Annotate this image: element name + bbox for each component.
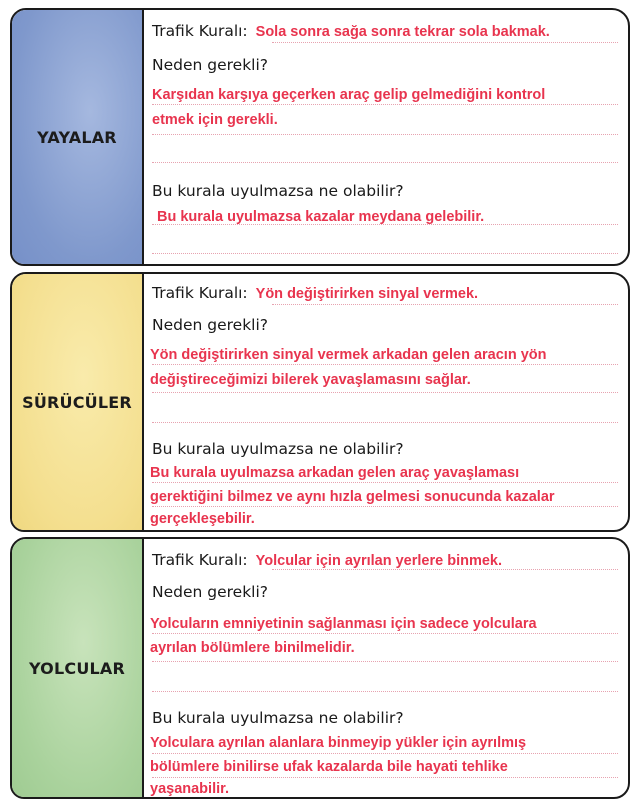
- consequence-answer-line-3: yaşanabilir.: [150, 781, 229, 797]
- why-answer-line-1: Yolcuların emniyetinin sağlanması için sadece yolculara: [150, 616, 537, 632]
- answer-line: [152, 364, 618, 365]
- answer-line: [152, 162, 618, 163]
- card-content: [144, 10, 628, 264]
- consequence-answer-line-1: Bu kurala uyulmazsa arkadan gelen araç yavaşlaması: [150, 465, 520, 481]
- card-pedestrians: [10, 8, 630, 266]
- answer-line: [152, 104, 618, 105]
- why-answer-line-2: değiştireceğimizi bilerek yavaşlamasını sağlar.: [150, 372, 471, 388]
- rule-answer: Yön değiştirirken sinyal vermek.: [255, 286, 479, 302]
- answer-line: [272, 569, 618, 570]
- why-answer-line-1: Yön değiştirirken sinyal vermek arkadan gelen aracın yön: [150, 347, 547, 363]
- why-label-row: [152, 56, 618, 74]
- answer-line: [152, 633, 618, 634]
- rule-answer: Sola sonra sağa sonra tekrar sola bakmak.: [255, 24, 550, 40]
- answer-line: [152, 392, 618, 393]
- answer-line: [152, 253, 618, 254]
- answer-line: [152, 753, 618, 754]
- rule-row: [152, 22, 618, 41]
- category-panel-pedestrians: [12, 10, 144, 264]
- consequence-label-row: [152, 709, 618, 727]
- why-label: Neden gerekli?: [152, 56, 269, 74]
- card-drivers: [10, 272, 630, 532]
- category-panel-drivers: [12, 274, 144, 530]
- consequence-answer-line-2: gerektiğini bilmez ve aynı hızla gelmesi sonucunda kazalar: [150, 489, 555, 505]
- answer-line: [152, 482, 618, 483]
- consequence-label-row: [152, 440, 618, 458]
- consequence-answer-line-3: gerçekleşebilir.: [150, 511, 255, 527]
- consequence-answer-line-2: bölümlere binilirse ufak kazalarda bile hayati tehlike: [150, 759, 508, 775]
- rule-row: [152, 551, 618, 570]
- card-content: [144, 274, 628, 530]
- why-answer-line-2: ayrılan bölümlere binilmelidir.: [150, 640, 355, 656]
- category-title: SÜRÜCÜLER: [22, 392, 132, 412]
- answer-line: [152, 224, 618, 225]
- rule-row: [152, 284, 618, 303]
- answer-line: [152, 777, 618, 778]
- consequence-label-row: [152, 182, 618, 200]
- rule-label: Trafik Kuralı:: [152, 22, 248, 40]
- card-content: [144, 539, 628, 797]
- answer-line: [152, 691, 618, 692]
- consequence-label: Bu kurala uyulmazsa ne olabilir?: [152, 709, 404, 727]
- consequence-label: Bu kurala uyulmazsa ne olabilir?: [152, 440, 404, 458]
- rule-label: Trafik Kuralı:: [152, 284, 248, 302]
- why-answer-line-2: etmek için gerekli.: [152, 112, 278, 128]
- answer-line: [152, 506, 618, 507]
- card-passengers: [10, 537, 630, 799]
- category-panel-passengers: [12, 539, 144, 797]
- category-title: YOLCULAR: [28, 658, 126, 678]
- why-label-row: [152, 316, 618, 334]
- answer-line: [152, 134, 618, 135]
- answer-line: [152, 661, 618, 662]
- why-label-row: [152, 583, 618, 601]
- consequence-answer-line-1: Bu kurala uyulmazsa kazalar meydana gelebilir.: [157, 209, 485, 225]
- why-label: Neden gerekli?: [152, 583, 269, 601]
- answer-line: [152, 422, 618, 423]
- answer-line: [272, 42, 618, 43]
- why-label: Neden gerekli?: [152, 316, 269, 334]
- category-title: YAYALAR: [37, 127, 117, 147]
- consequence-label: Bu kurala uyulmazsa ne olabilir?: [152, 182, 404, 200]
- rule-label: Trafik Kuralı:: [152, 551, 248, 569]
- why-answer-line-1: Karşıdan karşıya geçerken araç gelip gelmediğini kontrol: [152, 87, 546, 103]
- answer-line: [272, 304, 618, 305]
- consequence-answer-line-1: Yolculara ayrılan alanlara binmeyip yükler için ayrılmış: [150, 735, 527, 751]
- rule-answer: Yolcular için ayrılan yerlere binmek.: [255, 553, 503, 569]
